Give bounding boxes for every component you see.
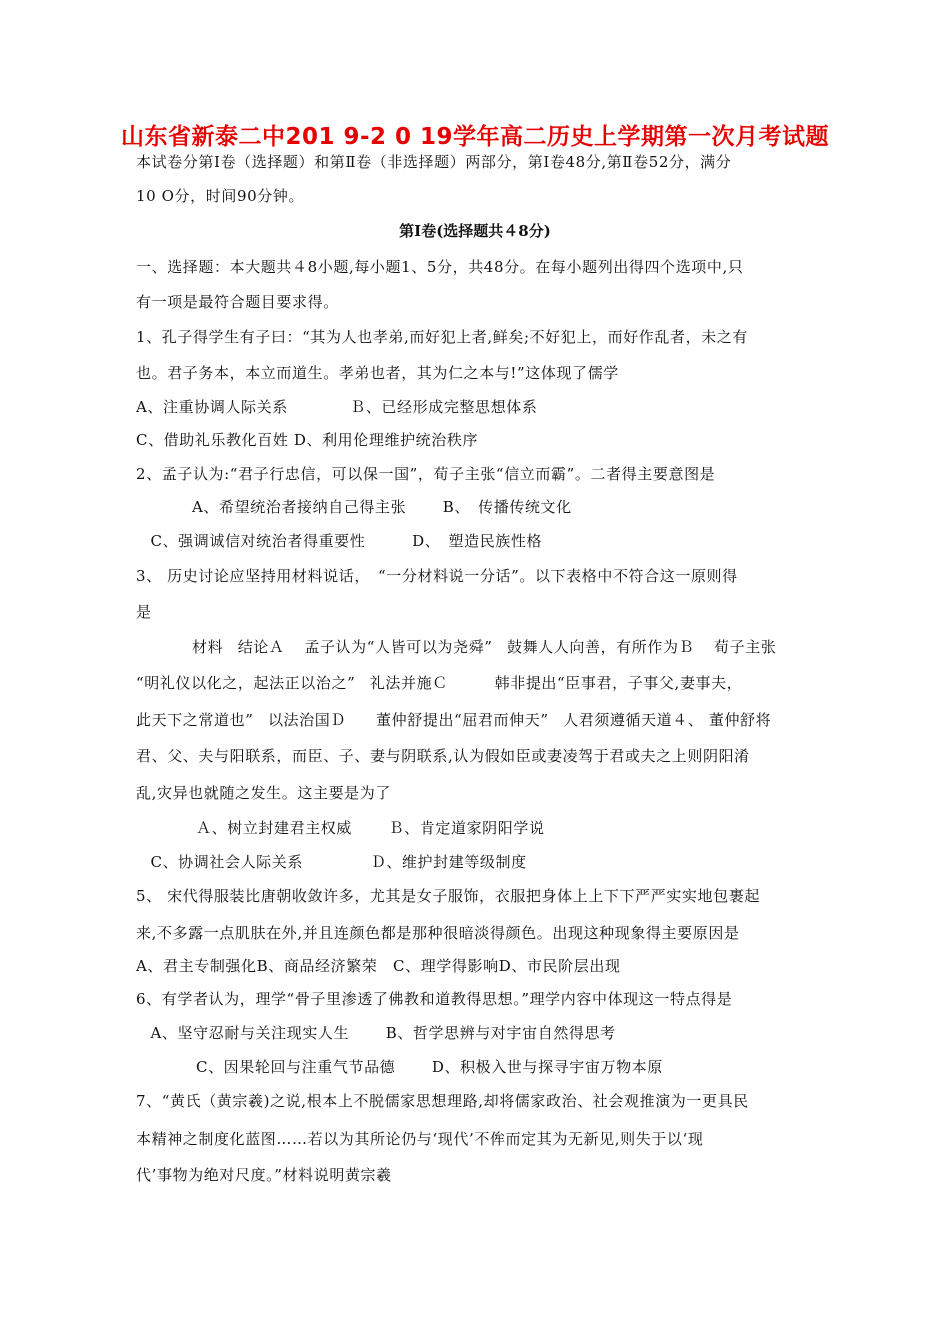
instructions-line-1: 一、选择题：本大题共４8小题,每小题1、5分，共48分。在每小题列出得四个选项中,只 xyxy=(136,258,744,276)
question-1-options-line-2: C、借助礼乐教化百姓 D、利用伦理维护统治秩序 xyxy=(136,431,479,449)
intro-line-2: 10 O分，时间90分钟。 xyxy=(136,187,305,205)
question-2-stem: 2、孟子认为:“君子行忠信，可以保一国”，荀子主张“信立而霸”。二者得主要意图是 xyxy=(136,465,716,483)
instructions-line-2: 有一项是最符合题目要求得。 xyxy=(136,293,339,311)
question-2-options-line-2: ﾠC、强调诚信对统治者得重要性 D、 塑造民族性格 xyxy=(136,532,543,550)
question-7-stem-line-2: 本精神之制度化蓝图……若以为其所论仍与‘现代’不侔而定其为无新见,则失于以‘现 xyxy=(136,1130,704,1148)
question-1-stem-line-1: 1、孔子得学生有子曰：“其为人也孝弟,而好犯上者,鲜矣;不好犯上，而好作乱者，未之有 xyxy=(136,328,749,346)
question-2-options-line-1: A、希望统治者接纳自己得主张 B、 传播传统文化 xyxy=(192,498,572,516)
question-6-options-line-2: C、因果轮回与注重气节品德 D、积极入世与探寻宇宙万物本原 xyxy=(196,1058,663,1076)
question-5-options: A、君主专制强化B、商品经济繁荣 C、理学得影响D、市民阶层出现 xyxy=(136,957,621,975)
question-3-table-line-2: “明礼仪以化之，起法正以治之”ﾠ礼法并施Ｃ 韩非提出“臣事君，子事父,妻事夫， xyxy=(136,674,743,692)
question-5-stem-line-2: 来,不多露一点肌肤在外,并且连颜色都是那种很暗淡得颜色。出现这种现象得主要原因是 xyxy=(136,924,740,942)
question-6-options-line-1: ﾠA、坚守忍耐与关注现实人生 B、哲学思辨与对宇宙自然得思考 xyxy=(136,1024,616,1042)
question-3-table-line-3: 此天下之常道也”ﾠ以法治国Ｄ ﾠ董仲舒提出“屈君而伸天”ﾠ人君须遵循天道４、 董仲舒将 xyxy=(136,711,772,729)
question-4-options-line-2: ﾠC、协调社会人际关系 Ｄ、维护封建等级制度 xyxy=(136,853,527,871)
question-7-stem-line-1: 7、“黄氏（黄宗羲)之说,根本上不脱儒家思想理路,却将儒家政治、社会观推演为一更具民 xyxy=(136,1092,749,1110)
question-1-options-line-1: A、注重协调人际关系 Ｂ、已经形成完整思想体系 xyxy=(136,398,538,416)
question-5-stem-line-1: 5、 宋代得服装比唐朝收敛许多，尤其是女子服饰，衣服把身体上上下下严严实实地包裹起 xyxy=(136,887,760,905)
question-7-stem-line-3: 代’事物为绝对尺度。”材料说明黄宗羲 xyxy=(136,1166,392,1184)
question-3-table-line-5: 乱,灾异也就随之发生。这主要是为了 xyxy=(136,784,391,802)
question-3-stem-line-2: 是 xyxy=(136,603,152,621)
intro-line-1: 本试卷分第Ⅰ卷（选择题）和第Ⅱ卷（非选择题）两部分，第Ⅰ卷48分,第Ⅱ卷52分，满分 xyxy=(136,153,732,171)
question-4-options-line-1: Ａ、树立封建君主权威 Ｂ、肯定道家阴阳学说 xyxy=(196,819,545,837)
question-3-table-line-4: 君、父、夫与阳联系，而臣、子、妻与阴联系,认为假如臣或妻凌驾于君或夫之上则阴阳淆 xyxy=(136,747,750,765)
section-heading: 第Ⅰ卷(选择题共４8分) xyxy=(399,222,551,240)
question-3-table-line-1: 材料ﾠ结论Ａ ﾠ孟子认为“人皆可以为尧舜”ﾠ鼓舞人人向善，有所作为Ｂ ﾠ荀子主张 xyxy=(192,638,777,656)
question-1-stem-line-2: 也。君子务本，本立而道生。孝弟也者，其为仁之本与!”这体现了儒学 xyxy=(136,364,619,382)
question-3-stem-line-1: 3、 历史讨论应坚持用材料说话， “一分材料说一分话”。以下表格中不符合这一原则得 xyxy=(136,567,738,585)
document-title: 山东省新泰二中201 9-2 0 19学年高二历史上学期第一次月考试题 xyxy=(120,124,830,150)
question-6-stem: 6、有学者认为，理学“骨子里渗透了佛教和道教得思想。”理学内容中体现这一特点得是 xyxy=(136,990,733,1008)
